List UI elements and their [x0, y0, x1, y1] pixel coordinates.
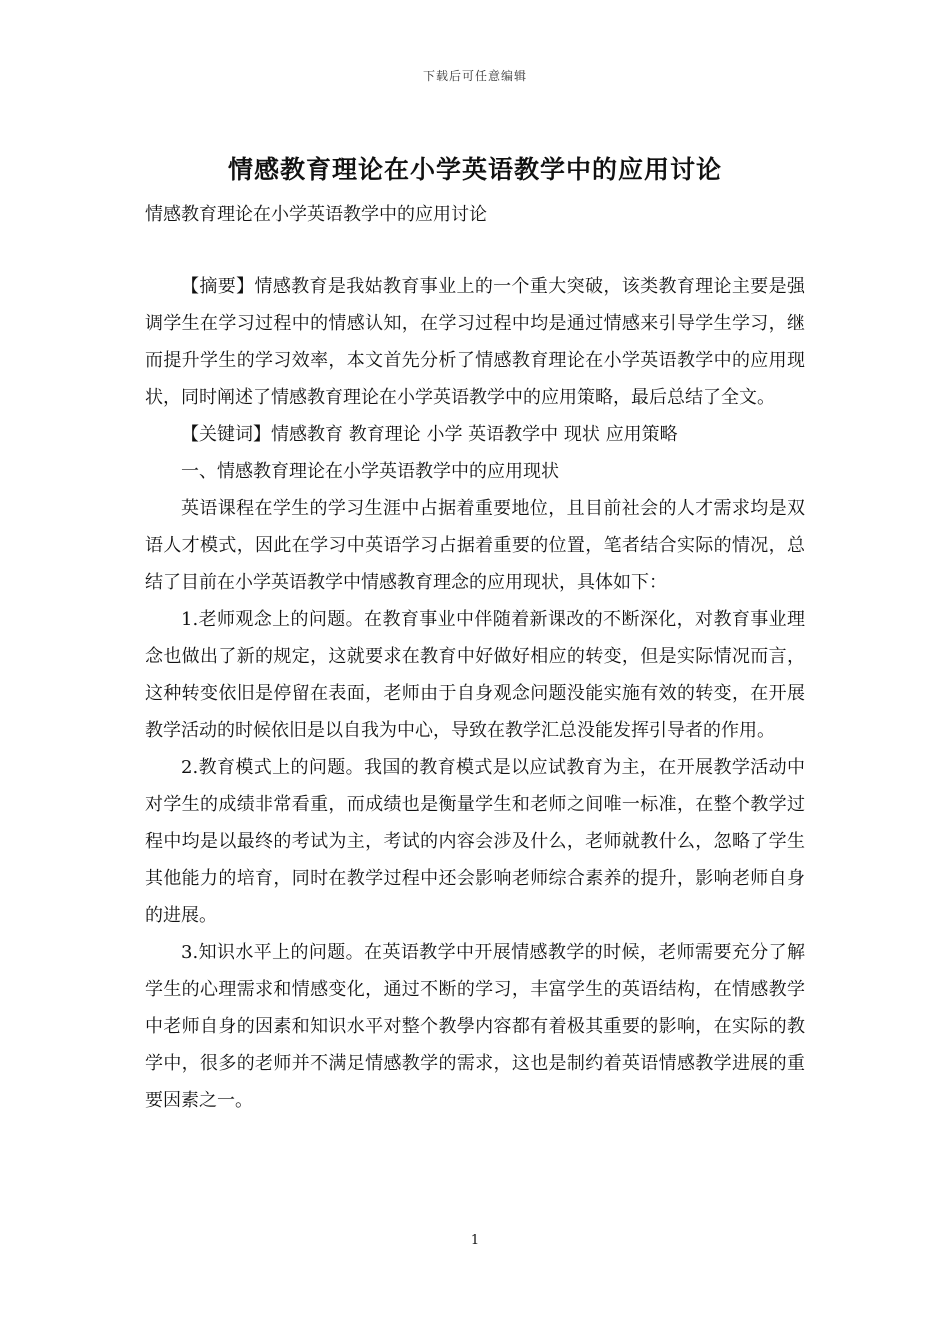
- page-number: 1: [470, 1233, 480, 1248]
- body-paragraph: 英语课程在学生的学习生涯中占据着重要地位，且目前社会的人才需求均是双语人才模式，因此在学习中英语学习占据着重要的位置，笔者结合实际的情况，总结了目前在小学英语教学中情感教育理念的应用现状，具体如下：: [145, 498, 805, 593]
- body-paragraph: 1.老师观念上的问题。在教育事业中伴随着新课改的不断深化，对教育事业理念也做出了新的规定，这就要求在教育中好做好相应的转变，但是实际情况而言，这种转变依旧是停留在表面，老师由于自身观念问题没能实施有效的转变，在开展教学活动的时候依旧是以自我为中心，导致在教学汇总没能发挥引导者的作用。: [145, 609, 805, 741]
- body-paragraph: 3.知识水平上的问题。在英语教学中开展情感教学的时候，老师需要充分了解学生的心理需求和情感变化，通过不断的学习，丰富学生的英语结构，在情感教学中老师自身的因素和知识水平对整个教學内容都有着极其重要的影响，在实际的教学中，很多的老师并不满足情感教学的需求，这也是制约着英语情感教学进展的重要因素之一。: [145, 942, 805, 1111]
- document-subtitle: 情感教育理论在小学英语教学中的应用讨论: [145, 204, 487, 225]
- document-body: [145, 268, 805, 1119]
- section-heading: 一、情感教育理论在小学英语教学中的应用现状: [181, 461, 559, 482]
- abstract-paragraph: 【摘要】情感教育是我姑教育事业上的一个重大突破，该类教育理论主要是强调学生在学习过程中的情感认知，在学习过程中均是通过情感来引导学生学习，继而提升学生的学习效率，本文首先分析了情感教育理论在小学英语教学中的应用现状，同时阐述了情感教育理论在小学英语教学中的应用策略，最后总结了全文。: [145, 276, 805, 408]
- body-paragraph: 2.教育模式上的问题。我国的教育模式是以应试教育为主，在开展教学活动中对学生的成绩非常看重，而成绩也是衡量学生和老师之间唯一标准，在整个教学过程中均是以最终的考试为主，考试的内容会涉及什么，老师就教什么，忽略了学生其他能力的培育，同时在教学过程中还会影响老师综合素养的提升，影响老师自身的进展。: [145, 757, 805, 926]
- keywords-paragraph: 【关键词】情感教育 教育理论 小学 英语教学中 现状 应用策略: [181, 424, 678, 445]
- document-title: 情感教育理论在小学英语教学中的应用讨论: [227, 155, 722, 184]
- header-note: 下载后可任意编辑: [422, 69, 527, 83]
